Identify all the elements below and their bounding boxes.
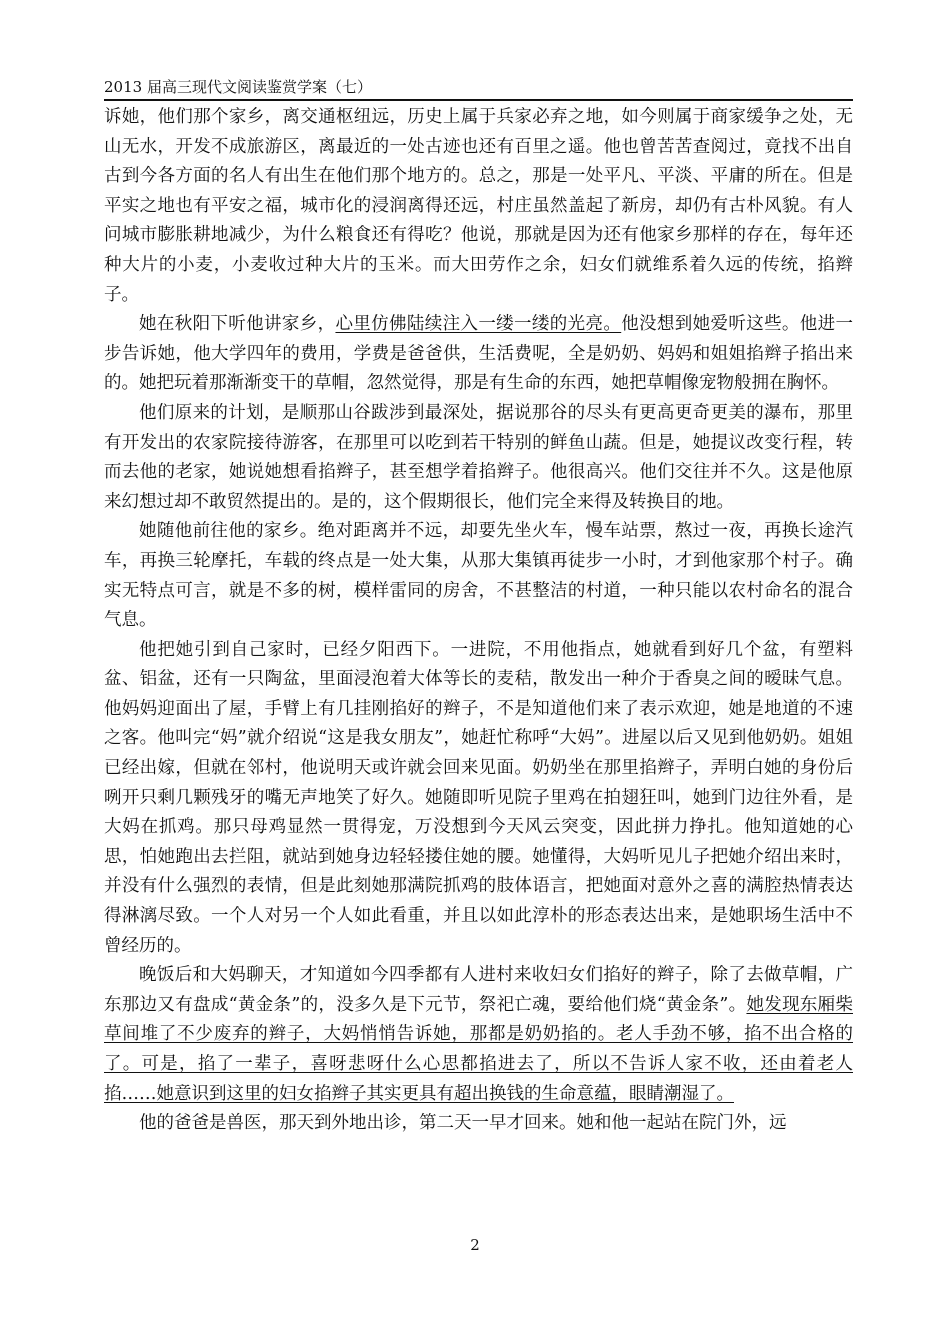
article-body <box>104 103 853 1139</box>
underlined-sentence: 她发现东厢柴草间堆了不少废弃的辫子，大妈悄悄告诉她，那都是奶奶掐的。老人手劲不够，掐不出合格的了。可是，掐了一辈子，喜呀悲呀什么心思都掐进去了，所以不告诉人家不收，还由着老人掐……她意识到这里的妇女掐辫子其实更具有超出换钱的生命意蕴，眼睛潮湿了。 <box>104 994 853 1104</box>
text-segment: 她随他前往他的家乡。绝对距离并不远，却要先坐火车，慢车站票，熬过一夜，再换长途汽车，再换三轮摩托，车载的终点是一处大集，从那大集镇再徒步一小时，才到他家那个村子。确实无特点可言，就是不多的树，模样雷同的房舍，不甚整洁的村道，一种只能以农村命名的混合气息。 <box>104 521 853 631</box>
paragraph <box>104 1109 853 1139</box>
text-segment: 他的爸爸是兽医，那天到外地出诊，第二天一早才回来。她和他一起站在院门外，远 <box>139 1113 787 1134</box>
text-segment: 他没想到她爱听这些。他进一步告诉她，他大学四年的费用，学费是爸爸供，生活费呢，全是奶奶、妈妈和姐姐掐辫子掐出来的。她把玩着那渐渐变干的草帽，忽然觉得，那是有生命的东西，她把草帽像宠物般拥在胸怀。 <box>104 314 854 394</box>
text-segment: 诉她，他们那个家乡，离交通枢纽远，历史上属于兵家必弃之地，如今则属于商家缓争之处，无山无水，开发不成旅游区，离最近的一处古迹也还有百里之遥。他也曾苦苦查阅过，竟找不出自古到今各方面的名人有出生在他们那个地方的。总之，那是一处平凡、平淡、平庸的所在。但是平实之地也有平安之福，城市化的浸润离得还远，村庄虽然盖起了新房，却仍有古朴风貌。有人问城市膨胀耕地减少，为什么粮食还有得吃？他说，那就是因为还有他家乡那样的存在，每年还种大片的小麦，小麦收过种大片的玉米。而大田劳作之余，妇女们就维系着久远的传统，掐辫子。 <box>104 107 853 305</box>
paragraph <box>104 310 853 399</box>
page-header: 2013 届高三现代文阅读鉴赏学案（七） <box>104 78 372 96</box>
paragraph <box>104 103 853 310</box>
underlined-sentence: 心里仿佛陆续注入一缕一缕的光亮。 <box>335 314 622 335</box>
paragraph <box>104 636 853 962</box>
header-rule <box>104 99 853 101</box>
page-number: 2 <box>470 1236 480 1254</box>
text-segment: 他把她引到自己家时，已经夕阳西下。一进院，不用他指点，她就看到好几个盆，有塑料盆、铝盆，还有一只陶盆，里面浸泡着大体等长的麦秸，散发出一种介于香臭之间的暧昧气息。他妈妈迎面出了屋，手臂上有几挂刚掐好的辫子，不是知道他们来了表示欢迎，她是地道的不速之客。他叫完“妈”就介绍说“这是我女朋友”，她赶忙称呼“大妈”。进屋以后又见到他奶奶。姐姐已经出嫁，但就在邻村，他说明天或许就会回来见面。奶奶坐在那里掐辫子，弄明白她的身份后咧开只剩几颗残牙的嘴无声地笑了好久。她随即听见院子里鸡在拍翅狂叫，她到门边往外看，是大妈在抓鸡。那只母鸡显然一贯得宠，万没想到今天风云突变，因此拼力挣扎。他知道她的心思，怕她跑出去拦阻，就站到她身边轻轻搂住她的腰。她懂得，大妈听见儿子把她介绍出来时，并没有什么强烈的表情，但是此刻她那满院抓鸡的肢体语言，把她面对意外之喜的满腔热情表达得淋漓尽致。一个人对另一个人如此看重，并且以如此淳朴的形态表达出来，是她职场生活中不曾经历的。 <box>104 639 853 956</box>
text-segment: 他们原来的计划，是顺那山谷跋涉到最深处，据说那谷的尽头有更高更奇更美的瀑布，那里有开发出的农家院接待游客，在那里可以吃到若干特别的鲜鱼山蔬。但是，她提议改变行程，转而去他的老家，她说她想看掐辫子，甚至想学着掐辫子。他很高兴。他们交往并不久。这是他原来幻想过却不敢贸然提出的。是的，这个假期很长，他们完全来得及转换目的地。 <box>104 402 853 512</box>
text-segment: 她在秋阳下听他讲家乡， <box>139 314 336 335</box>
paragraph <box>104 961 853 1109</box>
paragraph <box>104 517 853 635</box>
paragraph <box>104 399 853 517</box>
text-segment: 晚饭后和大妈聊天，才知道如今四季都有人进村来收妇女们掐好的辫子，除了去做草帽，广东那边又有盘成“黄金条”的，没多久是下元节，祭祀亡魂，要给他们烧“黄金条”。 <box>104 965 853 1015</box>
